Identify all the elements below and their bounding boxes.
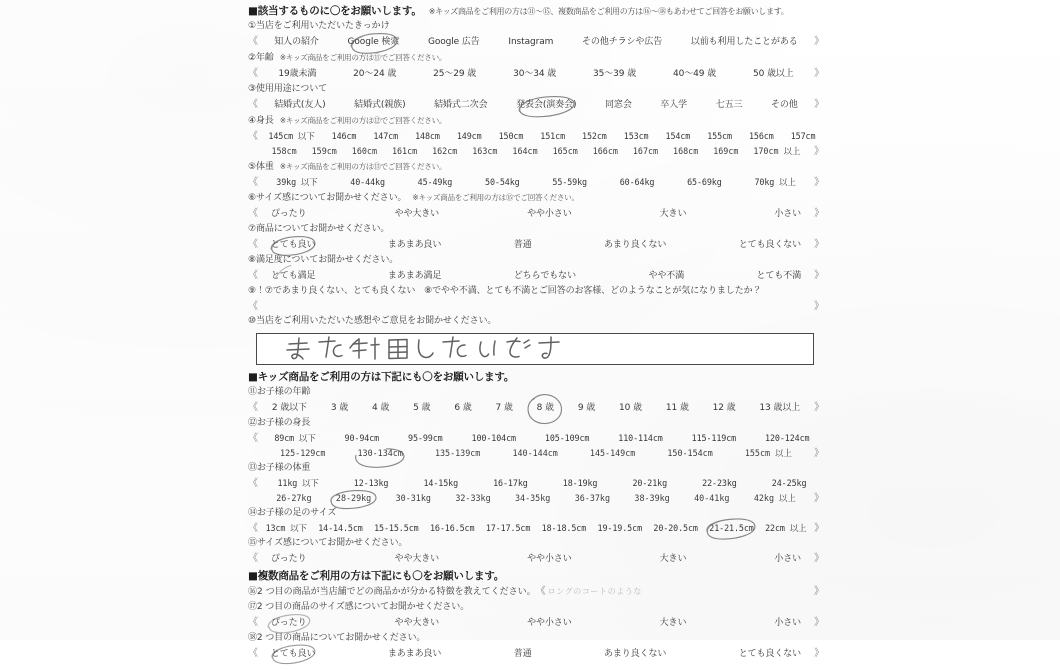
option-q13-12[interactable]: 34-35kg: [515, 493, 551, 503]
option-q3-0[interactable]: 結婚式(友人): [274, 100, 326, 110]
option-q3-4[interactable]: 同窓会: [605, 100, 632, 110]
option-q11-1[interactable]: 3 歳: [330, 403, 349, 413]
option-q18-3[interactable]: あまり良くない: [604, 649, 667, 659]
option-q12-2[interactable]: 95-99cm: [408, 433, 443, 443]
bracket-left-icon: 《: [535, 586, 546, 597]
question-18-label: ⑱2 つ目の商品についてお聞かせください。: [248, 633, 426, 643]
question-7-options-row: [248, 237, 824, 253]
option-q12-4[interactable]: 105-109cm: [544, 433, 590, 443]
option-q14-3[interactable]: 16-16.5cm: [429, 523, 475, 533]
option-q7-1[interactable]: まあまあ良い: [387, 240, 442, 250]
option-q13-10[interactable]: 30-31kg: [395, 493, 431, 503]
option-q12-3[interactable]: 100-104cm: [471, 433, 516, 443]
option-q13-16[interactable]: 42kg 以上: [753, 493, 796, 503]
question-3-options: [260, 98, 812, 113]
bracket-right-icon: 》: [814, 208, 824, 219]
question-4-note: ※キッズ商品をご利用の方は⑫でご回答ください。: [279, 116, 447, 125]
question-13-options-row-1: [248, 476, 824, 491]
option-q18-1[interactable]: まあまあ良い: [387, 649, 442, 659]
question-13-options-row-2: [248, 491, 824, 506]
bracket-right-icon: 》: [814, 493, 824, 504]
question-18-options-row: [248, 646, 824, 662]
option-q6-0[interactable]: ぴったり: [270, 209, 307, 219]
option-q2-3[interactable]: 30～34 歳: [513, 69, 557, 79]
option-q4-9[interactable]: 154cm: [665, 131, 691, 141]
question-12-label: ⑫お子様の身長: [248, 418, 311, 428]
question-11-options-row: [248, 400, 824, 416]
option-q11-10[interactable]: 12 歳: [712, 403, 736, 413]
option-q4-7[interactable]: 152cm: [582, 131, 607, 141]
option-q13-15[interactable]: 40-41kg: [694, 493, 730, 503]
question-6-label-text: ⑥サイズ感についてお聞かせください。: [248, 193, 407, 203]
option-q12-10[interactable]: 135-139cm: [434, 448, 481, 458]
option-q8-0-label: とても満足: [270, 271, 316, 281]
bracket-left-icon: 《: [248, 270, 258, 281]
option-q7-2[interactable]: 普通: [513, 240, 532, 250]
option-q15-4[interactable]: 小さい: [774, 554, 802, 564]
option-q6-2[interactable]: やや小さい: [527, 209, 572, 219]
bracket-left-icon: 《: [248, 617, 258, 628]
bracket-left-icon: 《: [248, 239, 258, 250]
bracket-right-icon: 》: [814, 239, 824, 250]
section-heading-main: [248, 4, 824, 19]
option-q5-2[interactable]: 45-49kg: [417, 177, 453, 187]
option-q4-4[interactable]: 149cm: [456, 131, 482, 141]
option-q7-0[interactable]: [270, 238, 317, 253]
option-q8-1[interactable]: まあまあ満足: [387, 271, 442, 281]
bracket-left-icon: 《: [248, 478, 258, 489]
question-6-options-row: [248, 206, 824, 222]
option-q6-3[interactable]: 大きい: [659, 209, 687, 219]
option-q13-14[interactable]: 38-39kg: [634, 493, 670, 503]
section-heading-kids: ■キッズ商品をご利用の方は下記にも〇をお願いします。: [248, 371, 515, 383]
option-q4-0[interactable]: 145cm 以下: [268, 131, 315, 141]
section-heading-main-text: ■該当するものに〇をお願いします。: [248, 5, 422, 17]
question-12-options-row-1: [248, 431, 824, 446]
bracket-right-icon: 》: [814, 617, 824, 628]
option-q2-2[interactable]: 25～29 歳: [433, 69, 477, 79]
bracket-right-icon: 》: [814, 553, 824, 564]
option-q6-1[interactable]: やや大きい: [394, 209, 440, 219]
question-6-note: ※キッズ商品をご利用の方は⑮でご回答ください。: [412, 193, 579, 202]
question-2-label: [248, 50, 824, 66]
question-7-label: ⑦商品についてお聞かせください。: [248, 224, 390, 234]
option-q1-1-label: Google 検索: [347, 37, 400, 47]
option-q8-4[interactable]: とても不満: [756, 271, 802, 281]
option-q11-9[interactable]: 11 歳: [665, 403, 689, 413]
question-16-label: ⑯2 つ目の商品が当店舗でどの商品かが分かる特徴を教えてください。: [248, 587, 536, 597]
question-11-options: [260, 401, 812, 416]
option-q17-0-label: ぴったり: [270, 618, 307, 628]
option-q2-5[interactable]: 40～49 歳: [672, 69, 717, 79]
question-5-label: [248, 159, 824, 175]
question-18-options: [260, 647, 812, 662]
option-q4-17[interactable]: 162cm: [432, 146, 458, 156]
option-q14-7[interactable]: 20-20.5cm: [653, 523, 698, 533]
question-9-label: ⑨！⑦であまり良くない、とても良くない ⑧でやや不満、とても不満とご回答のお客様、どのようなことが気になりましたか？: [248, 286, 762, 296]
option-q17-1[interactable]: やや大きい: [394, 618, 440, 628]
option-q11-6[interactable]: [536, 401, 555, 416]
option-q12-1[interactable]: 90-94cm: [344, 433, 380, 443]
question-13-label: ⑬お子様の体重: [248, 463, 311, 473]
option-q4-23[interactable]: 168cm: [673, 146, 699, 156]
bracket-left-icon: 《: [248, 208, 258, 219]
question-15-options-row: [248, 551, 824, 567]
question-5-label-text: ⑤体重: [248, 162, 274, 172]
option-q1-1[interactable]: [347, 35, 401, 50]
question-16-answer-field[interactable]: [548, 584, 812, 599]
option-q11-0[interactable]: 2 歳以下: [271, 403, 307, 413]
option-q5-4[interactable]: 55-59kg: [552, 177, 587, 187]
option-q14-4[interactable]: 17-17.5cm: [485, 523, 531, 533]
option-q4-21[interactable]: 166cm: [592, 146, 618, 156]
question-8-options: [260, 269, 812, 284]
bracket-right-icon: 》: [814, 523, 824, 534]
option-q11-2[interactable]: 4 歳: [371, 403, 390, 413]
option-q14-8-label: 21-21.5cm: [709, 523, 754, 533]
option-q14-1[interactable]: 14-14.5cm: [318, 523, 363, 533]
bracket-right-icon: 》: [814, 36, 824, 47]
option-q1-3[interactable]: Instagram: [508, 37, 554, 47]
bracket-left-icon: 《: [248, 131, 258, 142]
bracket-left-icon: 《: [248, 36, 258, 47]
option-q14-9[interactable]: 22cm 以上: [765, 523, 807, 533]
option-q11-8[interactable]: 10 歳: [619, 403, 642, 413]
handwritten-comment: [283, 336, 583, 362]
option-q3-1[interactable]: 結婚式(親族): [354, 100, 406, 110]
question-16-row: [248, 584, 824, 600]
bracket-right-icon: 》: [814, 448, 824, 459]
option-q13-3[interactable]: 16-17kg: [493, 478, 528, 488]
option-q11-5[interactable]: 7 歳: [495, 403, 513, 413]
option-q15-0[interactable]: ぴったり: [270, 554, 307, 564]
option-q12-6[interactable]: 115-119cm: [691, 433, 737, 443]
question-10-label: ⑩当店をご利用いただいた感想やご意見をお聞かせください。: [248, 316, 497, 326]
option-q6-4[interactable]: 小さい: [774, 209, 802, 219]
option-q18-4[interactable]: とても良くない: [738, 649, 802, 659]
question-12-options-row-2: [248, 446, 824, 461]
option-q8-2[interactable]: どちらでもない: [513, 271, 576, 281]
option-q11-3[interactable]: 5 歳: [413, 403, 431, 413]
option-q13-0[interactable]: 11kg 以下: [277, 478, 319, 488]
option-q4-15[interactable]: 160cm: [351, 146, 377, 156]
option-q4-6[interactable]: 151cm: [540, 131, 566, 141]
question-17-options-row: [248, 615, 824, 631]
question-15-options: [260, 552, 812, 567]
option-q17-4[interactable]: 小さい: [774, 618, 802, 628]
option-q3-5[interactable]: 卒入学: [660, 100, 688, 110]
option-q8-0[interactable]: [270, 269, 317, 284]
question-8-options-row: [248, 268, 824, 284]
option-q2-6[interactable]: 50 歳以上: [752, 69, 794, 79]
bracket-left-icon: 《: [248, 99, 258, 110]
question-17-label: ⑰2 つ目の商品のサイズ感についてお聞かせください。: [248, 602, 470, 612]
option-q3-7[interactable]: その他: [771, 100, 798, 110]
question-14-label: ⑭お子様の足のサイズ: [248, 508, 337, 518]
option-q3-3[interactable]: [515, 98, 577, 113]
option-q13-1[interactable]: 12-13kg: [353, 478, 389, 488]
option-q17-2[interactable]: やや小さい: [527, 618, 572, 628]
option-q7-4[interactable]: とても良くない: [738, 240, 802, 250]
bracket-right-icon: 》: [814, 301, 824, 312]
bracket-left-icon: 《: [248, 648, 258, 659]
question-2-label-text: ②年齢: [248, 53, 274, 63]
question-4-options-part2: [264, 144, 812, 159]
option-q4-2[interactable]: 147cm: [373, 131, 399, 141]
option-q11-4[interactable]: 6 歳: [454, 403, 472, 413]
option-q5-6[interactable]: 65-69kg: [687, 177, 722, 187]
question-14-options-row: [248, 521, 824, 536]
bracket-left-icon: 《: [248, 68, 258, 79]
question-4-options-row-1: [248, 129, 824, 144]
option-q4-5[interactable]: 150cm: [498, 131, 524, 141]
option-q5-5[interactable]: 60-64kg: [619, 177, 655, 187]
option-q13-11[interactable]: 32-33kg: [455, 493, 491, 503]
option-q8-3[interactable]: やや不満: [648, 271, 685, 281]
question-12-options-part2: [264, 446, 812, 461]
section-heading-main-note: ※キッズ商品をご利用の方は⑪～⑮、複数商品をご利用の方は⑯～⑱もあわせてご回答をお願いします。: [428, 7, 789, 16]
option-q4-10[interactable]: 155cm: [707, 131, 732, 141]
option-q14-8[interactable]: [708, 521, 754, 536]
option-q2-0[interactable]: 19歳未満: [278, 69, 317, 79]
bracket-right-icon: 》: [814, 402, 824, 413]
option-q12-11[interactable]: 140-144cm: [512, 448, 558, 458]
option-q17-3[interactable]: 大きい: [659, 618, 687, 628]
option-q14-5[interactable]: 18-18.5cm: [541, 523, 587, 533]
question-9-answer-row: [248, 299, 824, 314]
question-13-options-part2: [264, 491, 812, 506]
bracket-right-icon: 》: [814, 68, 824, 79]
option-q13-2[interactable]: 14-15kg: [423, 478, 459, 488]
question-15-label: ⑮サイズ感についてお聞かせください。: [248, 538, 408, 548]
option-q4-24[interactable]: 169cm: [713, 146, 739, 156]
option-q4-16[interactable]: 161cm: [391, 146, 418, 156]
option-q15-2[interactable]: やや小さい: [527, 554, 572, 564]
bracket-left-icon: 《: [248, 553, 258, 564]
question-2-options-row: [248, 66, 824, 82]
question-13-options-part1: [260, 476, 824, 491]
option-q12-12[interactable]: 145-149cm: [589, 448, 636, 458]
bracket-left-icon: 《: [248, 177, 258, 188]
option-q4-25[interactable]: 170cm 以上: [753, 146, 801, 156]
option-q12-7[interactable]: 120-124cm: [765, 433, 810, 443]
option-q13-5[interactable]: 20-21kg: [632, 478, 668, 488]
option-q4-12[interactable]: 157cm: [790, 131, 816, 141]
option-q15-3[interactable]: 大きい: [659, 554, 687, 564]
option-q4-11[interactable]: 156cm: [748, 131, 774, 141]
option-q5-1[interactable]: 40-44kg: [350, 177, 385, 187]
option-q11-11[interactable]: 13 歳以上: [759, 403, 801, 413]
question-4-options-row-2: [248, 144, 824, 159]
option-q2-1[interactable]: 20～24 歳: [353, 69, 397, 79]
option-q2-4[interactable]: 35～39 歳: [593, 69, 637, 79]
question-5-options-row: [248, 175, 824, 190]
option-q11-6-label: 8 歳: [536, 403, 554, 413]
option-q1-0[interactable]: 知人の紹介: [274, 37, 319, 47]
option-q13-4[interactable]: 18-19kg: [562, 478, 598, 488]
bracket-right-icon: 》: [814, 177, 824, 188]
question-4-options-part1: [260, 129, 824, 144]
question-6-label: [248, 190, 824, 206]
bracket-right-icon: 》: [814, 99, 824, 110]
question-8-label: ⑧満足度についてお聞かせください。: [248, 255, 399, 265]
option-q4-13[interactable]: 158cm: [271, 146, 297, 156]
question-16-answer-text: ロングのコートのような: [547, 587, 643, 596]
bracket-right-icon: 》: [814, 270, 824, 281]
question-11-label: ⑪お子様の年齢: [248, 387, 311, 397]
option-q14-0[interactable]: 13cm 以下: [265, 523, 307, 533]
option-q3-2[interactable]: 結婚式二次会: [434, 100, 488, 110]
question-12-options-part1: [260, 431, 824, 446]
option-q13-13[interactable]: 36-37kg: [574, 493, 611, 503]
option-q4-14[interactable]: 159cm: [311, 146, 337, 156]
form-content-column: [248, 4, 824, 662]
bracket-right-icon: 》: [814, 586, 824, 597]
bracket-right-icon: 》: [814, 146, 824, 157]
question-17-options: [260, 616, 812, 631]
question-3-label: ③使用用途について: [248, 84, 327, 94]
option-q3-3-label: 発表会(演奏会): [516, 100, 577, 110]
option-q1-4[interactable]: その他チラシや広告: [582, 37, 663, 47]
option-q12-0[interactable]: 89cm 以下: [274, 433, 316, 443]
option-q12-8[interactable]: 125-129cm: [280, 448, 326, 458]
option-q1-5[interactable]: 以前も利用したことがある: [690, 37, 798, 47]
question-1-options-row: [248, 34, 824, 50]
option-q7-0-label: とても良い: [270, 240, 316, 250]
option-q12-13[interactable]: 150-154cm: [667, 448, 713, 458]
option-q15-1[interactable]: やや大きい: [394, 554, 440, 564]
option-q17-0[interactable]: [270, 616, 308, 631]
question-5-note: ※キッズ商品をご利用の方は⑬でご回答ください。: [279, 162, 447, 171]
option-q14-6[interactable]: 19-19.5cm: [597, 523, 643, 533]
option-q4-19[interactable]: 164cm: [512, 146, 538, 156]
bracket-left-icon: 《: [248, 301, 258, 312]
option-q5-3[interactable]: 50-54kg: [485, 177, 520, 187]
option-q4-1[interactable]: 146cm: [331, 131, 357, 141]
option-q5-7[interactable]: 70kg 以上: [754, 177, 796, 187]
option-q12-9-label: 130-134cm: [357, 448, 403, 458]
option-q5-0[interactable]: 39kg 以下: [276, 177, 318, 187]
option-q4-20[interactable]: 165cm: [552, 146, 578, 156]
option-q4-18[interactable]: 163cm: [472, 146, 498, 156]
option-q18-2[interactable]: 普通: [513, 649, 532, 659]
option-q14-2[interactable]: 15-15.5cm: [374, 523, 419, 533]
option-q12-14[interactable]: 155cm 以上: [744, 448, 792, 458]
option-q12-9[interactable]: [357, 446, 404, 461]
option-q13-9[interactable]: [335, 491, 372, 506]
question-1-label: ①当店をご利用いただいたきっかけ: [248, 21, 390, 31]
option-q4-8[interactable]: 153cm: [623, 131, 649, 141]
option-q13-6[interactable]: 22-23kg: [702, 478, 737, 488]
question-1-options: [260, 35, 812, 50]
question-2-options: [260, 67, 812, 82]
question-3-options-row: [248, 97, 824, 113]
option-q18-0[interactable]: [270, 647, 317, 662]
bracket-right-icon: 》: [814, 648, 824, 659]
question-14-options: [260, 521, 812, 536]
question-4-label: [248, 113, 824, 129]
option-q7-3[interactable]: あまり良くない: [604, 240, 667, 250]
question-7-options: [260, 238, 812, 253]
option-q11-7[interactable]: 9 歳: [577, 403, 596, 413]
option-q13-9-label: 28-29kg: [335, 493, 372, 503]
option-q4-22[interactable]: 167cm: [632, 146, 659, 156]
option-q4-3[interactable]: 148cm: [415, 131, 440, 141]
option-q18-0-label: とても良い: [270, 649, 316, 659]
section-heading-multi: ■複数商品をご利用の方は下記にも〇をお願いします。: [248, 570, 505, 582]
question-10-comment-box[interactable]: [256, 333, 814, 365]
option-q12-5[interactable]: 110-114cm: [618, 433, 663, 443]
bracket-left-icon: 《: [248, 402, 258, 413]
question-4-label-text: ④身長: [248, 116, 274, 126]
question-2-note: ※キッズ商品をご利用の方は⑪でご回答ください。: [279, 53, 447, 62]
bracket-left-icon: 《: [248, 523, 258, 534]
option-q13-7[interactable]: 24-25kg: [771, 478, 807, 488]
question-6-options: [260, 207, 812, 222]
option-q13-8[interactable]: 26-27kg: [276, 493, 312, 503]
option-q3-6[interactable]: 七五三: [715, 100, 743, 110]
bracket-left-icon: 《: [248, 433, 258, 444]
option-q1-2[interactable]: Google 広告: [427, 37, 480, 47]
question-5-options: [260, 175, 812, 190]
